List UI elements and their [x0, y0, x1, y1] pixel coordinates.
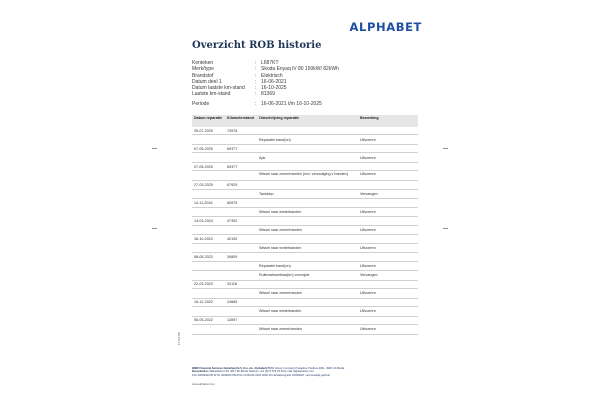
cell-km: 12897: [227, 318, 238, 323]
info-value: Elektrisch: [261, 72, 283, 79]
cell-date: 16-12-2022: [194, 300, 213, 305]
side-document-code: 17.6.0.08: [177, 332, 181, 345]
table-row-detail: [192, 271, 418, 281]
table-header: [192, 115, 418, 127]
page-edge-mark: [152, 148, 157, 149]
info-separator: :: [255, 60, 257, 66]
cell-description: Wissel naar zomerbanden: [259, 227, 302, 232]
table-row: [192, 253, 418, 261]
info-value: 81369: [261, 91, 275, 98]
page-edge-mark: [443, 148, 448, 149]
info-separator: :: [255, 78, 257, 85]
info-label: Datum laatste km-stand: [192, 85, 245, 92]
cell-action: Uitvoeren: [360, 227, 376, 232]
table-row: [192, 281, 418, 289]
table-row-detail: [192, 135, 418, 145]
footer-address: BMW Group Company Postadres Postbus 4001, 4900 CA Breda: [266, 367, 345, 370]
info-label: Merk/type: [192, 66, 214, 73]
cell-km: 60975: [227, 200, 238, 205]
vehicle-info: [192, 60, 339, 98]
table-body: [192, 127, 418, 335]
cell-action: Uitvoeren: [360, 291, 376, 296]
footer-visit-label: Bezoekadres: [192, 370, 209, 374]
cell-date: 27-03-2025: [194, 182, 213, 187]
cell-action: Uitvoeren: [360, 137, 376, 142]
cell-action: Uitvoeren: [360, 155, 376, 160]
cell-km: 24685: [227, 300, 238, 305]
cell-action: Uitvoeren: [360, 263, 376, 268]
table-row-detail: [192, 208, 418, 218]
info-label: Datum deel 1: [192, 78, 222, 85]
cell-date: 14-11-2024: [194, 200, 213, 205]
table-row-detail: [192, 325, 418, 335]
header-datum-reparatie: Datum reparatie: [194, 116, 223, 120]
cell-description: Tankklep: [259, 191, 274, 196]
cell-description: Wissel naar zomerbanden: [259, 327, 302, 332]
page-edge-mark: [443, 228, 448, 229]
cell-description: Wissel naar winterbanden: [259, 245, 302, 250]
cell-description: Wissel naar zomerbanden (incl. verzadiging v banden): [259, 172, 348, 177]
cell-action: Uitvoeren: [360, 327, 376, 332]
table-row: [192, 145, 418, 153]
cell-description: Wissel naar winterbanden: [259, 309, 302, 314]
info-separator: :: [255, 85, 257, 92]
info-label: Brandstof: [192, 72, 214, 79]
cell-date: 25-07-2025: [194, 128, 213, 133]
cell-description: Wissel naar winterbanden: [259, 209, 302, 214]
table-row: [192, 181, 418, 189]
table-row: [192, 127, 418, 135]
cell-km: 67929: [227, 182, 238, 187]
footer-company: BMW Financial Services Nederland B.V. (h.o.d.n. Alphabet): [192, 367, 267, 370]
info-value: 16-10-2025: [261, 85, 287, 92]
page-title: Overzicht ROB historie: [192, 40, 322, 51]
cell-km: 33118: [227, 282, 237, 287]
info-label: Laatste km-stand: [192, 91, 231, 98]
footer-contact: Takkebijsters 55, 4817 BL Breda Telefoon +31 (0)76 579 33 00 E-mail nl@alphabet.com: [208, 370, 314, 374]
info-row-laatste-km-stand: [192, 91, 339, 97]
page-edge-mark: [152, 228, 157, 229]
cell-km: 69377: [227, 146, 238, 151]
cell-description: Wissel naar zomerbanden: [259, 291, 302, 296]
cell-description: Reparatie band(en): [259, 137, 291, 142]
header-kilometerstand: Kilometerstand: [227, 116, 254, 120]
cell-date: 16-10-2023: [194, 236, 213, 241]
table-row: [192, 163, 418, 171]
cell-action: Vervangen: [360, 273, 378, 278]
table-row: [192, 235, 418, 243]
footer-text: [192, 367, 424, 377]
table-row-detail: [192, 244, 418, 254]
cell-date: 22-03-2023: [194, 282, 213, 287]
info-value: 16-06-2021: [261, 78, 287, 85]
footer-website: www.alphabet.com: [192, 383, 215, 386]
cell-action: Uitvoeren: [360, 209, 376, 214]
document-page: [162, 0, 438, 400]
cell-km: 47352: [227, 218, 238, 223]
table-row-detail: [192, 171, 418, 181]
periode-value: 16-06-2021 t/m 16-10-2025: [261, 101, 322, 107]
cell-km: 39809: [227, 254, 238, 259]
cell-action: Uitvoeren: [360, 309, 376, 314]
table-row-detail: [192, 190, 418, 200]
info-separator: :: [255, 91, 257, 98]
table-row-detail: [192, 226, 418, 236]
cell-description: Apk: [259, 155, 266, 160]
cell-action: Uitvoeren: [360, 172, 376, 177]
footer-line: KvK 20099920 BTW NL 0099920 IBAN NL 00 BANK 0000 0000 00 Handelsregister 20099920, vertrouwelijk gebruik: [192, 373, 330, 377]
periode-row: [192, 101, 322, 107]
table-row-detail: [192, 289, 418, 299]
info-separator: :: [255, 66, 257, 73]
cell-date: 08-05-2023: [194, 254, 213, 259]
cell-description: Reparatie band(en): [259, 263, 291, 268]
table-row: [192, 199, 418, 207]
table-row: [192, 299, 418, 307]
cell-km: 69377: [227, 164, 238, 169]
cell-date: 06-05-2022: [194, 318, 213, 323]
cell-km: 42105: [227, 236, 238, 241]
table-row-detail: [192, 262, 418, 272]
cell-km: 73978: [227, 128, 238, 133]
header-omschrijving: Omschrijving reparatie: [259, 116, 300, 120]
cell-action: Uitvoeren: [360, 245, 376, 250]
repair-history-table: [192, 115, 418, 335]
cell-date: 07-05-2025: [194, 146, 213, 151]
info-separator: :: [255, 72, 257, 79]
table-row-detail: [192, 153, 418, 163]
table-row: [192, 217, 418, 225]
cell-description: Ruitenwisserblad(en) voorzijde: [259, 273, 310, 278]
header-bewerking: Bewerking: [360, 116, 379, 120]
info-value: L687KT: [261, 60, 279, 66]
periode-label: Periode: [192, 101, 210, 107]
alphabet-logo: ALPHABET: [349, 20, 422, 34]
cell-action: Vervangen: [360, 191, 378, 196]
cell-date: 07-05-2025: [194, 164, 213, 169]
cell-date: 14-03-2024: [194, 218, 213, 223]
table-row: [192, 317, 418, 325]
info-label: Kenteken: [192, 60, 214, 66]
info-value: Skoda Enyaq iV 80 150kW/ 82kWh: [261, 66, 339, 73]
periode-separator: :: [255, 101, 257, 107]
table-row-detail: [192, 307, 418, 317]
